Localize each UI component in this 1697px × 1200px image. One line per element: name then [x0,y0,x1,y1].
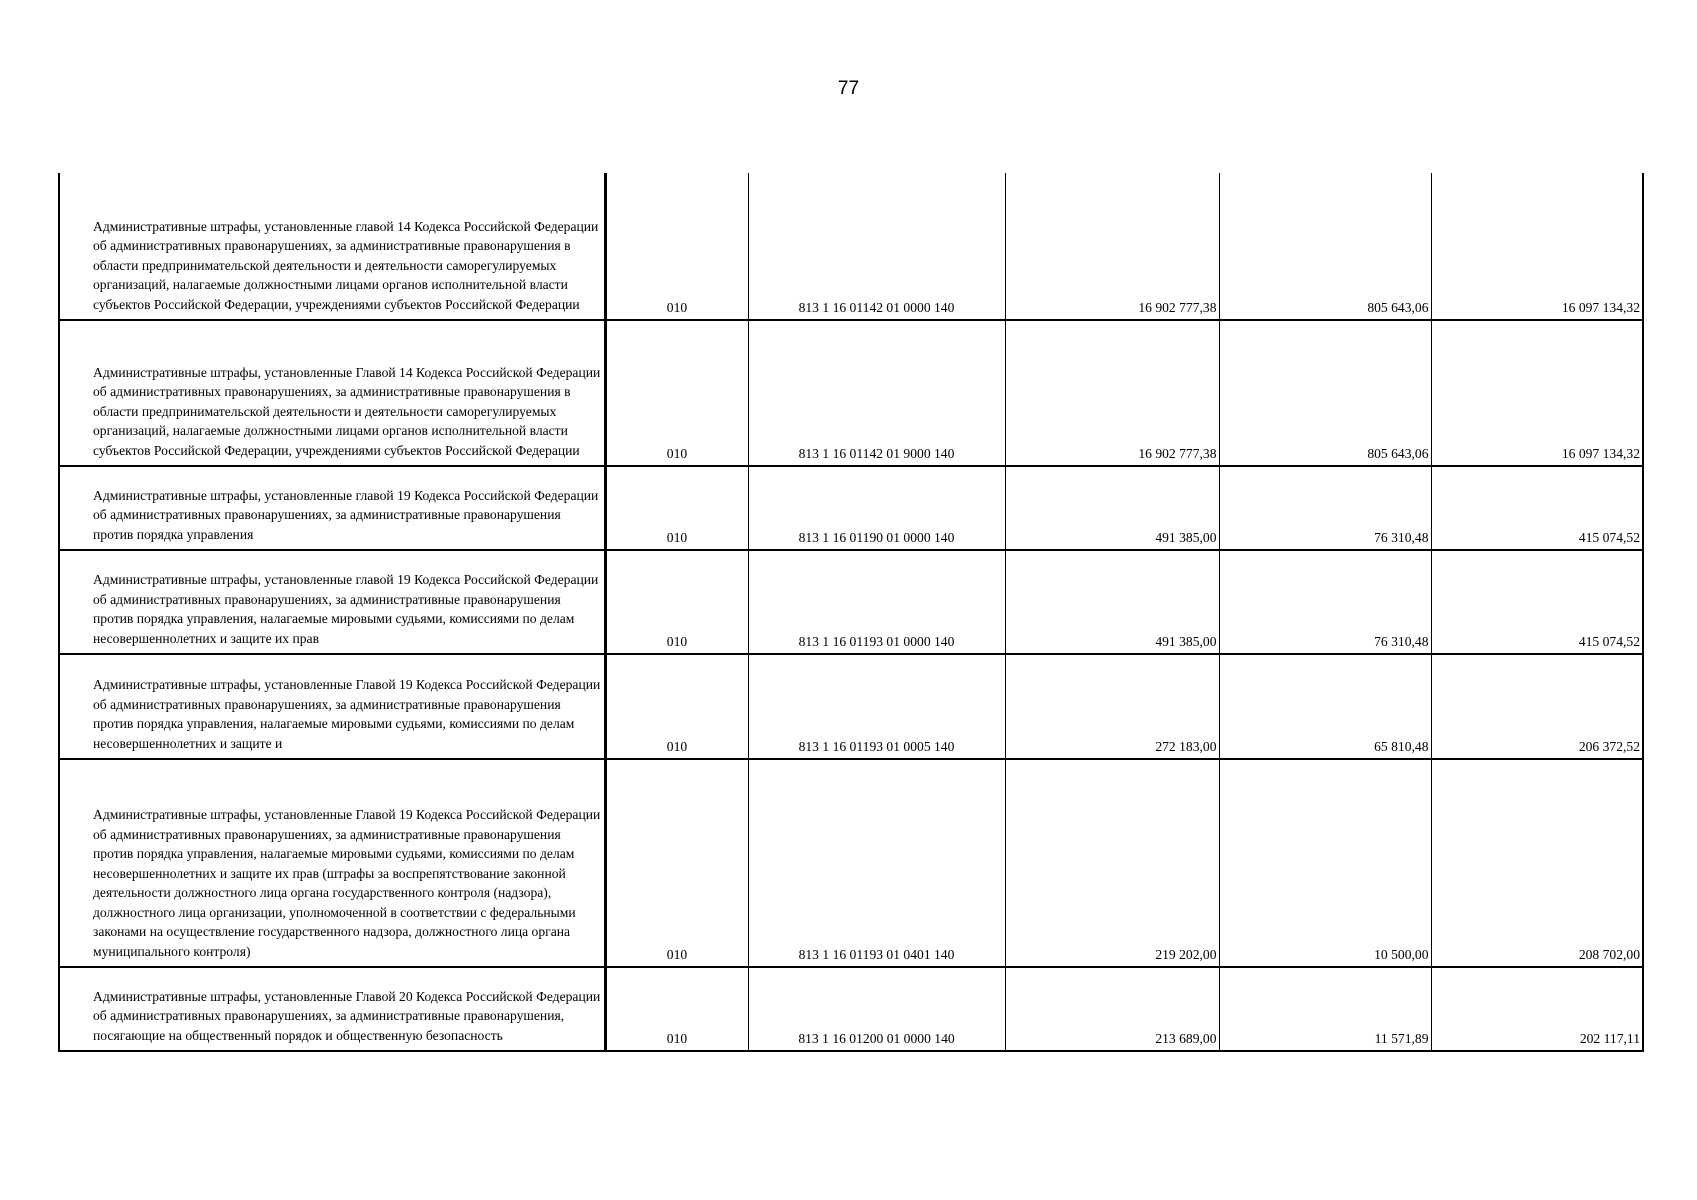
executed-cell: 10 500,00 [1219,759,1431,967]
budget-code-cell: 813 1 16 01200 01 0000 140 [748,967,1005,1051]
page-number: 77 [837,78,860,99]
line-code-cell: 010 [605,654,748,759]
executed-cell: 11 571,89 [1219,967,1431,1051]
table-row [59,173,1643,320]
unexecuted-cell: 208 702,00 [1431,759,1643,967]
table-row [59,320,1643,466]
row-name-cell: Административные штрафы, установленные Главой 19 Кодекса Российской Федерации об административных правонарушениях, за административные правонарушения против порядка управления, налагаемые мировыми судьями, комиссиями по делам несовершеннолетних и защите их прав (штрафы за воспрепятствование законной деятельности должностного лица органа государственного контроля (надзора), должностного лица организации, уполномоченной в соответствии с федеральными законами на осуществление государственного надзора, должностного лица органа муниципального контроля) [59,759,605,967]
line-code-cell: 010 [605,550,748,654]
budget-code-cell: 813 1 16 01193 01 0401 140 [748,759,1005,967]
unexecuted-cell: 202 117,11 [1431,967,1643,1051]
row-name-cell: Административные штрафы, установленные Главой 19 Кодекса Российской Федерации об административных правонарушениях, за административные правонарушения против порядка управления, налагаемые мировыми судьями, комиссиями по делам несовершеннолетних и защите и [59,654,605,759]
approved-cell: 491 385,00 [1005,550,1219,654]
unexecuted-cell: 16 097 134,32 [1431,320,1643,466]
approved-cell: 219 202,00 [1005,759,1219,967]
table-row [59,466,1643,550]
budget-code-cell: 813 1 16 01190 01 0000 140 [748,466,1005,550]
row-name-cell: Административные штрафы, установленные Главой 14 Кодекса Российской Федерации об административных правонарушениях, за административные правонарушения в области предпринимательской деятельности и деятельности саморегулируемых организаций, налагаемые должностными лицами органов исполнительной власти субъектов Российской Федерации, учреждениями субъектов Российской Федерации [59,320,605,466]
table-row [59,550,1643,654]
budget-code-cell: 813 1 16 01193 01 0000 140 [748,550,1005,654]
line-code-cell: 010 [605,320,748,466]
budget-code-cell: 813 1 16 01142 01 9000 140 [748,320,1005,466]
row-name-cell: Административные штрафы, установленные Главой 20 Кодекса Российской Федерации об административных правонарушениях, за административные правонарушения, посягающие на общественный порядок и общественную безопасность [59,967,605,1051]
approved-cell: 491 385,00 [1005,466,1219,550]
line-code-cell: 010 [605,759,748,967]
executed-cell: 805 643,06 [1219,173,1431,320]
row-name-cell: Административные штрафы, установленные главой 19 Кодекса Российской Федерации об административных правонарушениях, за административные правонарушения против порядка управления, налагаемые мировыми судьями, комиссиями по делам несовершеннолетних и защите их прав [59,550,605,654]
executed-cell: 805 643,06 [1219,320,1431,466]
table-row [59,654,1643,759]
line-code-cell: 010 [605,967,748,1051]
line-code-cell: 010 [605,173,748,320]
approved-cell: 213 689,00 [1005,967,1219,1051]
unexecuted-cell: 415 074,52 [1431,550,1643,654]
row-name-cell: Административные штрафы, установленные главой 14 Кодекса Российской Федерации об административных правонарушениях, за административные правонарушения в области предпринимательской деятельности и деятельности саморегулируемых организаций, налагаемые должностными лицами органов исполнительной власти субъектов Российской Федерации, учреждениями субъектов Российской Федерации [59,173,605,320]
line-code-cell: 010 [605,466,748,550]
executed-cell: 65 810,48 [1219,654,1431,759]
row-name-cell: Административные штрафы, установленные главой 19 Кодекса Российской Федерации об административных правонарушениях, за административные правонарушения против порядка управления [59,466,605,550]
unexecuted-cell: 206 372,52 [1431,654,1643,759]
approved-cell: 272 183,00 [1005,654,1219,759]
unexecuted-cell: 16 097 134,32 [1431,173,1643,320]
unexecuted-cell: 415 074,52 [1431,466,1643,550]
executed-cell: 76 310,48 [1219,466,1431,550]
table-row [59,759,1643,967]
budget-code-cell: 813 1 16 01193 01 0005 140 [748,654,1005,759]
budget-code-cell: 813 1 16 01142 01 0000 140 [748,173,1005,320]
table-row [59,967,1643,1051]
revenue-table [58,173,1644,1052]
approved-cell: 16 902 777,38 [1005,320,1219,466]
executed-cell: 76 310,48 [1219,550,1431,654]
approved-cell: 16 902 777,38 [1005,173,1219,320]
